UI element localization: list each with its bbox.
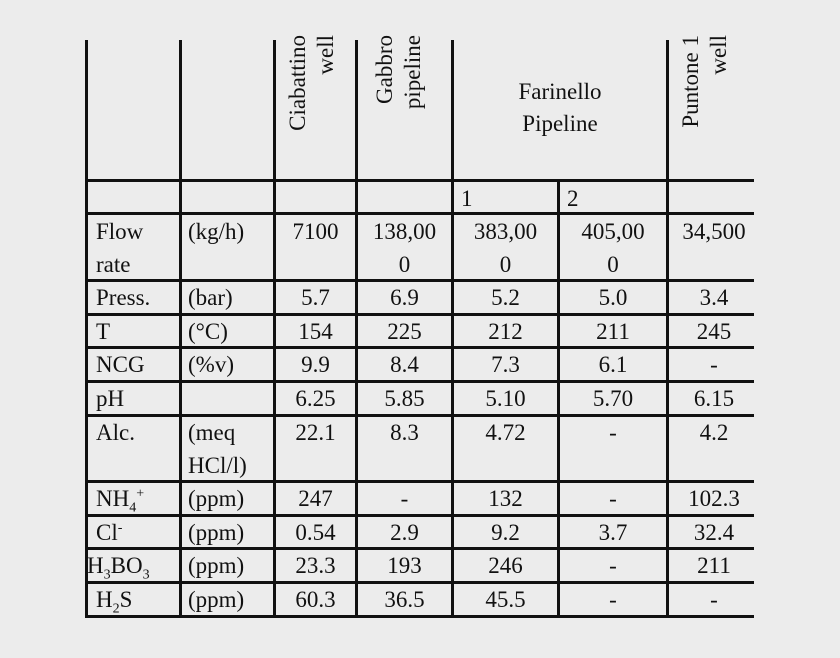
formula-subscript: 3 bbox=[142, 567, 150, 583]
header-farinello-pipeline bbox=[454, 76, 666, 140]
cell-value: 32.4 bbox=[693, 520, 735, 545]
row-param-hydrogen-sulfide bbox=[96, 583, 132, 616]
cell-value: 6.15 bbox=[693, 386, 735, 411]
cell-value: 5.85 bbox=[384, 386, 425, 411]
cell-value: 23.3 bbox=[295, 553, 336, 578]
cell-value: - bbox=[609, 553, 617, 578]
row-param-ncg: NCG bbox=[96, 352, 145, 377]
header-gabbro-pipeline bbox=[371, 35, 427, 140]
header-line: Farinello bbox=[518, 79, 602, 104]
param-line: rate bbox=[96, 252, 131, 277]
formula-base: H bbox=[96, 587, 113, 612]
formula-subscript: 3 bbox=[103, 567, 111, 583]
value-line: 0 bbox=[499, 252, 512, 277]
row-param-boric-acid bbox=[87, 549, 150, 582]
header-puntone-well bbox=[677, 35, 733, 150]
cell-value: 6.25 bbox=[295, 386, 336, 411]
cell-value: 5.70 bbox=[592, 386, 634, 411]
cell-value: 3.7 bbox=[598, 520, 628, 545]
value-line: 0 bbox=[398, 252, 411, 277]
cell-value: 5.0 bbox=[598, 285, 628, 310]
cell-value: 22.1 bbox=[295, 420, 336, 445]
cell-value: 8.4 bbox=[390, 352, 419, 377]
cell-value: 4.72 bbox=[485, 420, 526, 445]
row-param-pressure: Press. bbox=[96, 285, 151, 310]
formula-superscript: - bbox=[117, 520, 123, 536]
header-line: Pipeline bbox=[522, 111, 598, 136]
cell-value: 247 bbox=[298, 486, 333, 511]
row-unit: (°C) bbox=[188, 319, 228, 344]
formula-subscript: 4 bbox=[129, 500, 137, 516]
cell-value: 7100 bbox=[292, 219, 339, 244]
cell-value: 0.54 bbox=[295, 520, 336, 545]
row-unit: (kg/h) bbox=[188, 219, 245, 244]
header-line: Ciabattino bbox=[285, 35, 310, 131]
header-line: Gabbro bbox=[372, 35, 397, 104]
cell-value: 245 bbox=[696, 319, 732, 344]
row-param-ph: pH bbox=[96, 386, 125, 411]
value-line: 0 bbox=[607, 252, 619, 277]
cell-value: 225 bbox=[387, 319, 422, 344]
unit-line: HCl/l) bbox=[188, 453, 247, 478]
cell-value: 212 bbox=[488, 319, 523, 344]
row-unit: (ppm) bbox=[188, 553, 245, 578]
formula-base: NH bbox=[96, 486, 130, 511]
row-unit: (ppm) bbox=[188, 486, 245, 511]
cell-value: 6.1 bbox=[598, 352, 628, 377]
cell-value: 154 bbox=[298, 319, 333, 344]
row-unit: (bar) bbox=[188, 285, 233, 310]
header-ciabattino-well bbox=[284, 35, 340, 155]
cell-value: 60.3 bbox=[295, 587, 336, 612]
header-line: Puntone 1 bbox=[678, 35, 703, 128]
value-line: 383,00 bbox=[473, 219, 538, 244]
row-param-alkalinity: Alc. bbox=[96, 420, 135, 445]
header-line: well bbox=[706, 35, 731, 75]
cell-value: 102.3 bbox=[688, 486, 740, 511]
grid-line bbox=[179, 40, 182, 617]
formula-base: S bbox=[119, 587, 133, 612]
cell-value: 3.4 bbox=[699, 285, 729, 310]
cell-value: 9.9 bbox=[301, 352, 330, 377]
row-param-flow-rate bbox=[96, 215, 143, 281]
value-line: 138,00 bbox=[372, 219, 437, 244]
cell-value: - bbox=[609, 420, 617, 445]
param-line: Flow bbox=[96, 219, 144, 244]
row-unit bbox=[188, 416, 247, 482]
row-param-temperature: T bbox=[96, 319, 111, 344]
cell-value: 5.10 bbox=[485, 386, 526, 411]
cell-value: 7.3 bbox=[491, 352, 520, 377]
row-unit: (ppm) bbox=[188, 587, 245, 612]
header-line: well bbox=[313, 35, 338, 75]
cell-value: 246 bbox=[488, 553, 523, 578]
formula-superscript: + bbox=[136, 486, 145, 502]
cell-value: - bbox=[609, 587, 617, 612]
cell-value: - bbox=[710, 352, 718, 377]
cell-value: 4.2 bbox=[699, 420, 729, 445]
row-param-chloride bbox=[96, 516, 122, 549]
cell-value: 132 bbox=[488, 486, 523, 511]
cell-value: 211 bbox=[596, 319, 630, 344]
formula-subscript: 2 bbox=[112, 601, 120, 617]
row-unit: (ppm) bbox=[188, 520, 245, 545]
row-param-ammonium bbox=[96, 482, 144, 515]
formula-base: Cl bbox=[96, 520, 118, 545]
cell-value: - bbox=[710, 587, 718, 612]
cell-value: 5.2 bbox=[491, 285, 520, 310]
formula-base: BO bbox=[110, 553, 143, 578]
grid-line bbox=[85, 40, 88, 617]
cell-value bbox=[358, 215, 451, 281]
cell-value: 2.9 bbox=[390, 520, 419, 545]
row-unit: (%v) bbox=[188, 352, 234, 377]
cell-value: 45.5 bbox=[485, 587, 526, 612]
header-farinello-sub-2: 2 bbox=[567, 186, 579, 211]
header-farinello-sub-1: 1 bbox=[461, 186, 473, 211]
cell-value: 34,500 bbox=[682, 219, 746, 244]
cell-value: 5.7 bbox=[301, 285, 330, 310]
cell-value: 36.5 bbox=[384, 587, 425, 612]
cell-value: - bbox=[609, 486, 617, 511]
cell-value: - bbox=[400, 486, 409, 511]
cell-value: 211 bbox=[697, 553, 731, 578]
cell-value: 6.9 bbox=[390, 285, 419, 310]
formula-base: H bbox=[87, 553, 104, 578]
grid-line bbox=[85, 179, 754, 182]
cell-value: 193 bbox=[387, 553, 422, 578]
cell-value: 8.3 bbox=[390, 420, 419, 445]
header-line: pipeline bbox=[400, 35, 425, 110]
cell-value bbox=[560, 215, 666, 281]
unit-line: (meq bbox=[188, 420, 236, 445]
value-line: 405,00 bbox=[581, 219, 645, 244]
cell-value: 9.2 bbox=[491, 520, 520, 545]
cell-value bbox=[454, 215, 557, 281]
